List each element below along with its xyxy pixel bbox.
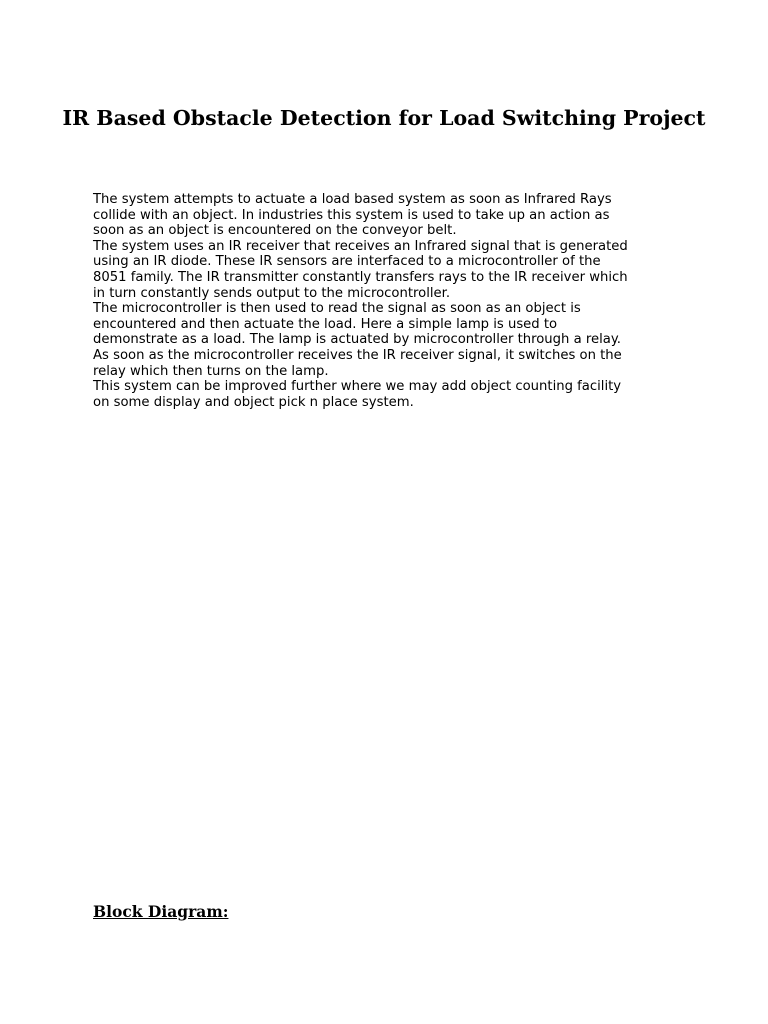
body-line: This system can be improved further where we may add object counting facility (93, 379, 622, 395)
body-line: demonstrate as a load. The lamp is actuated by microcontroller through a relay. (93, 332, 621, 348)
body-line: encountered and then actuate the load. Here a simple lamp is used to (93, 316, 558, 332)
body-line: relay which then turns on the lamp. (93, 363, 329, 379)
body-line: on some display and object pick n place system. (93, 394, 414, 410)
document-title: IR Based Obstacle Detection for Load Switching Project (62, 106, 706, 130)
body-line: As soon as the microcontroller receives the IR receiver signal, it switches on the (93, 347, 622, 363)
body-line: collide with an object. In industries this system is used to take up an action as (93, 207, 610, 223)
body-line: using an IR diode. These IR sensors are interfaced to a microcontroller of the (93, 254, 601, 270)
body-line: in turn constantly sends output to the microcontroller. (93, 285, 451, 301)
body-line: The system attempts to actuate a load based system as soon as Infrared Rays (93, 192, 612, 207)
body-text (93, 192, 683, 410)
body-line: 8051 family. The IR transmitter constantly transfers rays to the IR receiver which (93, 269, 628, 285)
body-line: soon as an object is encountered on the conveyor belt. (93, 223, 457, 239)
block-diagram-heading: Block Diagram: (93, 902, 229, 921)
body-line: The system uses an IR receiver that receives an Infrared signal that is generated (93, 238, 628, 254)
body-line: The microcontroller is then used to read the signal as soon as an object is (93, 301, 581, 317)
